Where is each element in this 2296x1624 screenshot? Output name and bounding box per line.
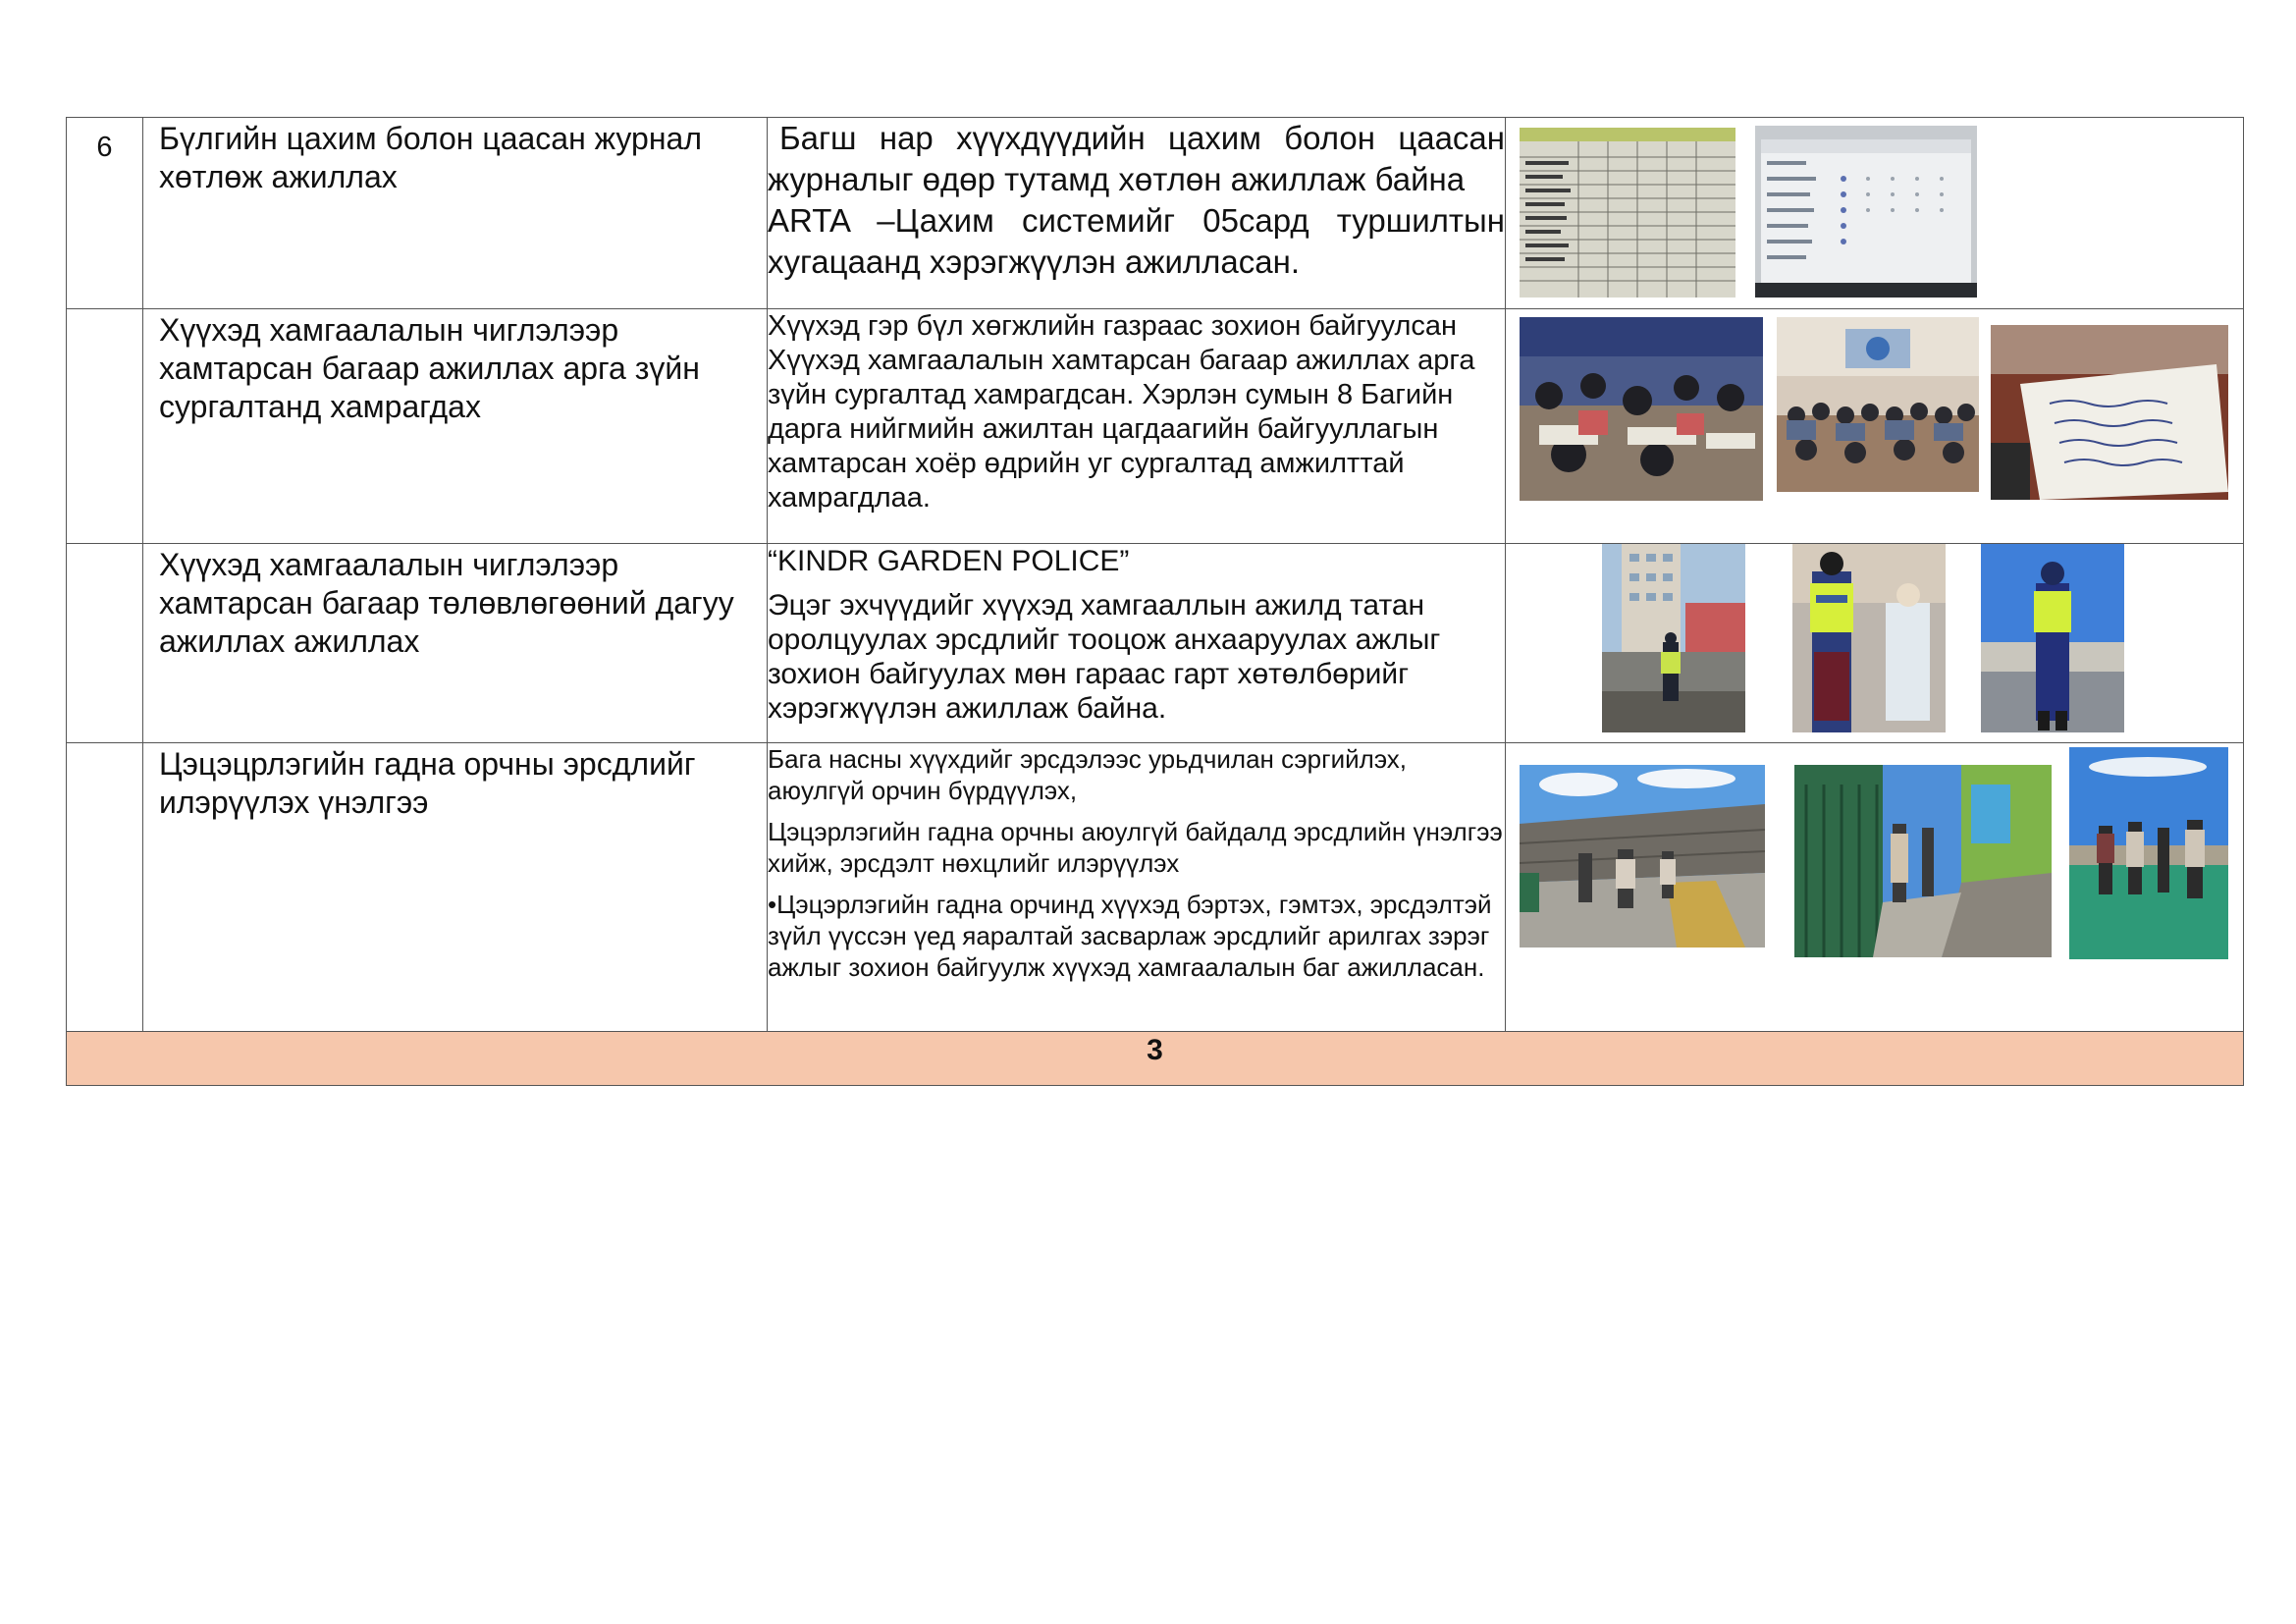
training-session-photo xyxy=(1520,317,1763,501)
outdoor-inspection-photo-2 xyxy=(1794,765,2052,957)
task-text: Хүүхэд хамгаалалын чиглэлээр хамтарсан багаар ажиллах арга зүйн сургалтанд хамрагдах xyxy=(159,312,700,424)
footer-bar xyxy=(67,1032,2244,1086)
table-row xyxy=(67,743,2244,1032)
description-text: Багш нар хүүхдүүдийн цахим болон цаасан журналыг өдөр тутамд хөтлөн ажиллаж байна xyxy=(768,120,1505,197)
description-text: ARTA –Цахим системийг 05сард туршилтын хугацаанд хэрэгжүүлэн ажилласан. xyxy=(768,202,1505,280)
description-text: Эцэг эхчүүдийг хүүхэд хамгааллын ажилд татан оролцуулах эрсдлийг тооцож анхааруулах ажлыг зохион байгуулах мөн гараас гарт хөтөлбөрийг хэрэгжүүлэн ажиллаж байна. xyxy=(768,589,1441,725)
row-number xyxy=(67,743,142,757)
report-table xyxy=(66,117,2244,1086)
description-text: Цэцэрлэгийн гадна орчны аюулгүй байдалд эрсдлийн үнэлгээ хийж, эрсдэлт нөхцлийг илэрүүлэх xyxy=(768,817,1503,878)
training-hall-photo xyxy=(1777,317,1979,492)
traffic-police-photo xyxy=(1602,544,1745,732)
table-row xyxy=(67,544,2244,743)
photo-cell xyxy=(1506,544,2244,743)
task-text: Цэцэцрлэгийн гадна орчны эрсдлийг илэрүүлэх үнэлгээ xyxy=(159,746,696,820)
e-journal-screen-photo xyxy=(1755,126,1977,298)
task-text: Хүүхэд хамгаалалын чиглэлээр хамтарсан багаар төлөвлөгөөний дагуу ажиллах ажиллах xyxy=(159,547,734,659)
description-text: Хүүхэд гэр бүл хөгжлийн газраас зохион байгуулсан Хүүхэд хамгаалалын хамтарсан багаар ажиллах арга зүйн сургалтад хамрагдсан. Хэрлэн сумын 8 Багийн дарга нийгмийн ажилтан цагдаагийн байгууллагын хамтарсан хоёр өдрийн уг сургалтад амжилттай хамрагдлаа. xyxy=(768,310,1475,514)
row-number: 6 xyxy=(96,132,113,163)
task-text: Бүлгийн цахим болон цаасан журнал хөтлөж ажиллах xyxy=(159,121,702,194)
row-number xyxy=(67,309,142,323)
page-number: 3 xyxy=(1147,1034,1163,1066)
description-text: “KINDR GARDEN POLICE” xyxy=(768,545,1130,577)
table-row xyxy=(67,118,2244,309)
photo-cell xyxy=(1506,743,2244,1032)
table-row xyxy=(67,1032,2244,1086)
photo-cell xyxy=(1506,309,2244,544)
photo-cell xyxy=(1506,118,2244,309)
row-number xyxy=(67,544,142,558)
outdoor-inspection-photo-3 xyxy=(2069,747,2228,959)
workshop-notes-photo xyxy=(1991,325,2228,500)
description-text: •Цэцэрлэгийн гадна орчинд хүүхэд бэртэх, гэмтэх, эрсдэлтэй зүйл үүссэн үед яаралтай засварлаж эрсдлийг арилгах зэрэг ажлыг зохион байгуулж хүүхэд хамгаалалын баг ажилласан. xyxy=(768,890,1492,982)
outdoor-inspection-photo-1 xyxy=(1520,765,1765,947)
table-row xyxy=(67,309,2244,544)
paper-journal-photo xyxy=(1520,128,1735,298)
description-text: Бага насны хүүхдийг эрсдэлээс урьдчилан сэргийлэх, аюулгүй орчин бүрдүүлэх, xyxy=(768,744,1408,805)
parent-police-vest-photo xyxy=(1792,544,1946,732)
parent-patrol-photo xyxy=(1981,544,2124,732)
